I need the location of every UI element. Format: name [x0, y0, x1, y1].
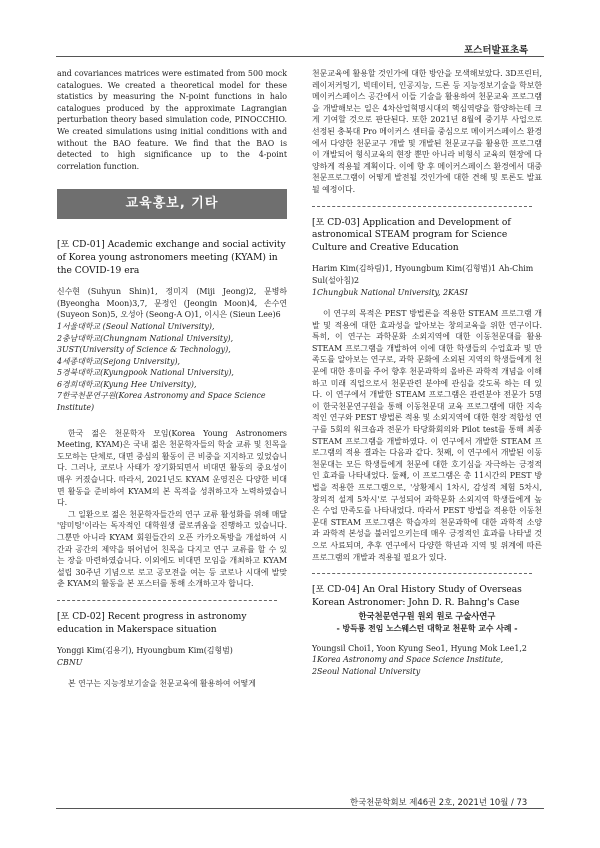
- abstract-title: [포 CD-01] Academic exchange and social activity of Korea young astronomers meeting (KYAM) in the COVID-19 era: [57, 240, 286, 276]
- affiliation: CBNU: [57, 657, 83, 667]
- section-divider: [312, 573, 532, 574]
- abstract-authors: Youngsil Choi1, Yoon Kyung Seo1, Hyung Mok Lee1,2: [312, 643, 527, 653]
- abstract-title: [포 CD-02] Recent progress in astronomy education in Makerspace situation: [57, 611, 247, 635]
- affiliation: 1Korea Astronomy and Space Science Institute,: [312, 655, 504, 665]
- section-divider: [57, 600, 277, 601]
- running-header: 포스터발표초록: [464, 45, 529, 56]
- abstract-body: 한국 젊은 천문학자 모임(Korea Young Astronomers Meeting, KYAM)은 국내 젊은 천문학자들의 학술 교류 및 친목을 도모하는 단체로, 대면 중심의 활동이 큰 비중을 지지하고 있었습니다. 그러나, 코로나 사태가 장기화되면서 비대면 활동의 중요성이 매우 커졌습니다. 따라서, 2021년도 KYAM 운영진은 다양한 비대면 활동을 준비하여 KYAM의 본 목적을 성취하고자 노력하였습니다.: [57, 428, 287, 508]
- affiliation: 3UST(University of Science & Technology),: [57, 345, 231, 355]
- affiliation: 7한국천문연구원(Korea Astronomy and Space Science Institute): [57, 391, 266, 413]
- affiliation: 4세종대학교(Sejong University),: [57, 356, 181, 366]
- affiliation: 2Seoul National University: [312, 666, 421, 676]
- abstract-cd04: [312, 584, 542, 677]
- section-divider: [312, 206, 532, 207]
- intro-paragraph: and covariances matrices were estimated from 500 mock catalogues. We created a theoretical model for these statistics by measuring the N-point functions in halo catalogues produced by the approximate Lagrangian perturbation theory based simulation code, PINOCCHIO. We created simulations using initial conditions with and without the BAO feature. We find that the BAO is detected to high significance up to the 4-point correlation function.: [57, 69, 287, 171]
- abstract-body: 이 연구의 목적은 PEST 방법론을 적용한 STEAM 프로그램 개발 및 적용에 대한 효과성을 알아보는 창의교육을 위한 연구이다. 특히, 이 연구는 과학문화 소외지역에 대한 이동천문대를 활용 STEAM 프로그램을 개발하여 이에 대한 학생들의 수업효과 및 만족도를 알아보는 연구로, 과학 문화에 소외된 지역의 학생들에게 천문에 대한 흥미를 주어 향후 천문과학의 올바른 과학적 개념을 이해하고 미래 직업으로서 천문관련 분야에 관심을 갖도록 하는 데 있다. 이 연구에서 개발한 STEAM 프로그램은 관련분야 전문가 5명이 한국천문연구원을 통해 이동천문대 교육 프로그램에 대한 지속적인 연구와 PEST 방법론 적용 및 소외지역에 대한 현장 적합성 연구를 5회의 워크숍과 전문가 타당화회의와 Pilot test를 통해 최종 STEAM 프로그램을 개발하였다. 이 연구에서 개발한 STEAM 프로그램의 적용 결과는 다음과 같다. 첫째, 이 연구에서 개발된 이동천문대는 모든 학생들에게 천문에 대한 호기심을 자극하는 긍정적인 효과를 나타내었다. 둘째, 이 프로그램은 총 11시간의 PEST 방법을 적용한 프로그램으로, '상황제시 1차시, 감성적 체험 5차시, 창의적 설계 5차시'로 구성되어 과학문화 소외지역 학생들에게 높은 수업 만족도를 나타내었다. 따라서 PEST 방법을 적용한 이동천문대 STEAM 프로그램은 학습자의 천문과학에 대한 과학적 소양과 과학적 본성을 불러일으키는데 매우 긍정적인 효과를 나타낼 것으로 사료되며, 추후 연구에서 다양한 학년과 지역 및 위계에 따른 프로그램의 개발과 적용될 필요가 있다.: [312, 309, 542, 562]
- affiliation: 5경북대학교(Kyungpook National University),: [57, 368, 234, 378]
- abstract-authors: Yonggi Kim(김용기), Hyoungbum Kim(김형범): [57, 646, 233, 656]
- korean-subtitle: - 방득룡 전임 노스웨스턴 대학교 천문학 교수 사례 -: [336, 623, 518, 633]
- affiliation-list: [57, 321, 287, 414]
- page-footer: 한국천문학회보 제46권 2호, 2021년 10월 / 73: [350, 797, 528, 807]
- header-rule: [56, 56, 544, 57]
- affiliation: 1Chungbuk National University, 2KASI: [312, 287, 468, 297]
- korean-title: 한국천문연구원 원외 원로 구술사연구: [358, 611, 496, 622]
- footer-rule: [56, 808, 544, 809]
- abstract-body: 본 연구는 지능정보기술을 천문교육에 활용하여 어떻게: [68, 679, 256, 689]
- abstract-cd03: [312, 217, 542, 564]
- abstract-body-continued: 천문교육에 활용할 것인가에 대한 방안을 모색해보았다. 3D프린터, 레이저커팅기, 빅데이터, 인공지능, 드론 등 지능정보기술을 학보한 메이커스페이스 공간에서 이들 기술을 활용하여 천문교육 프로그램을 개발해보는 일은 4차산업혁명시대의 핵심역량을 함양하는데 크게 기여할 것으로 판단된다. 또한 2021년 8월에 중기부 사업으로 선정된 충북대 Pro 메이커스 센터를 중심으로 메이커스페이스 환경에서 다양한 천문교구 개발 및 개발된 천문교구를 활용한 프로그램이 개발되어 형식교육의 현장 뿐만 아니라 비형식 교육의 현장에 다양하게 적용될 계획이다. 이에 향 후 메이커스페이스 환경에서 대중천문프로그램이 어떻게 발전될 것인가에 대한 견해 및 토론도 발표될 예정이다.: [312, 69, 542, 194]
- right-column: [312, 68, 542, 677]
- abstract-cd01: [57, 239, 287, 590]
- affiliation: 1서울대학교 (Seoul National University),: [57, 321, 215, 331]
- section-banner: 교육홍보, 기타: [57, 189, 287, 219]
- left-column: [57, 68, 287, 690]
- affiliation: 2충남대학교(Chungnam National University),: [57, 333, 234, 343]
- affiliation: 6경희대학교(Kyung Hee University),: [57, 379, 197, 389]
- abstract-authors: Harim Kim(김하림)1, Hyoungbum Kim(김형범)1 Ah-Chim Sul(설아침)2: [312, 264, 534, 285]
- abstract-body: 그 일환으로 젊은 천문학자들간의 연구 교류 활성화를 위해 매달 '얌미팅'이라는 독자적인 대학원생 콜로퀴움을 진행하고 있습니다. 그뿐만 아니라 KYAM 회원들간의 오픈 카카오톡방을 개설하여 시간과 공간의 제약을 뛰어넘어 친목을 다지고 연구 교류를 할 수 있는 장을 마련하였습니다. 이외에도 비대면 모임을 개최하고 KYAM 설립 30주년 기념으로 로고 공모전을 여는 등 코로나 시대에 발맞춘 KYAM의 활동을 본 포스터를 통해 소개하고자 합니다.: [57, 509, 287, 589]
- abstract-cd02: [57, 611, 287, 690]
- abstract-title: [포 CD-04] An Oral History Study of Overseas Korean Astronomer: John D. R. Bahng's Case: [312, 585, 522, 608]
- abstract-title: [포 CD-03] Application and Development of astronomical STEAM program for Science Culture and Creative Education: [312, 217, 511, 253]
- abstract-authors: 신수현 (Suhyun Shin)1, 정미지 (Miji Jeong)2, 문병하 (Byeongha Moon)3,7, 문정인 (Jeongin Moon)4, 손수연 (Suyeon Son)5, 오성아 (Seong-A O)1, 이시은 (Sieun Lee)6: [57, 287, 287, 320]
